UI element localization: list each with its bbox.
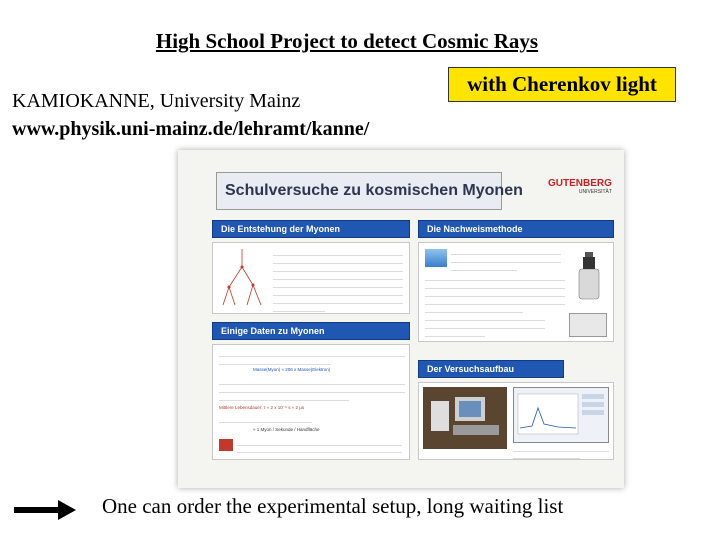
slide-title: High School Project to detect Cosmic Rays	[155, 29, 539, 53]
logo-subtext: UNIVERSITÄT	[578, 189, 612, 195]
entstehung-block	[212, 242, 410, 314]
logo-text: GUTENBERG	[548, 178, 612, 189]
footnote-text: One can order the experimental setup, long waiting list	[102, 494, 564, 518]
aufbau-block	[418, 382, 614, 460]
setup-photo	[423, 387, 507, 449]
poster-image	[178, 150, 624, 488]
waveform-plot	[514, 388, 608, 442]
nachweis-block	[418, 242, 614, 342]
section-nachweis: Die Nachweismethode	[418, 220, 614, 238]
project-url: www.physik.uni-mainz.de/lehramt/kanne/	[12, 118, 370, 140]
poster-title: Schulversuche zu kosmischen Myonen	[216, 172, 502, 210]
electronics-box-picture	[569, 313, 607, 337]
cherenkov-badge: with Cherenkov light	[448, 67, 676, 102]
muon-mass: Masse(Myon) ≈ 206 x Masse(Elektron)	[253, 367, 331, 372]
software-screenshot	[513, 387, 609, 443]
entstehung-text	[273, 249, 403, 312]
section-daten: Einige Daten zu Myonen	[212, 322, 410, 340]
section-aufbau: Der Versuchsaufbau	[418, 360, 564, 378]
muon-lifetime: Mittlere Lebensdauer: τ ≈ 2 x 10⁻⁶ s ≈ 2 μs	[219, 405, 305, 410]
particle-shower-diagram	[217, 247, 267, 309]
university-logo	[548, 178, 612, 195]
muon-flux: ≈ 1 Myon / Sekunde / Handfläche	[253, 427, 320, 432]
affiliation-text: KAMIOKANNE, University Mainz	[12, 90, 301, 112]
daten-block	[212, 344, 410, 460]
footer-logo	[219, 439, 233, 451]
water-tank-picture	[425, 249, 447, 267]
right-arrow-icon	[14, 500, 76, 520]
detector-thermos-icon	[569, 251, 609, 311]
section-entstehung: Die Entstehung der Myonen	[212, 220, 410, 238]
